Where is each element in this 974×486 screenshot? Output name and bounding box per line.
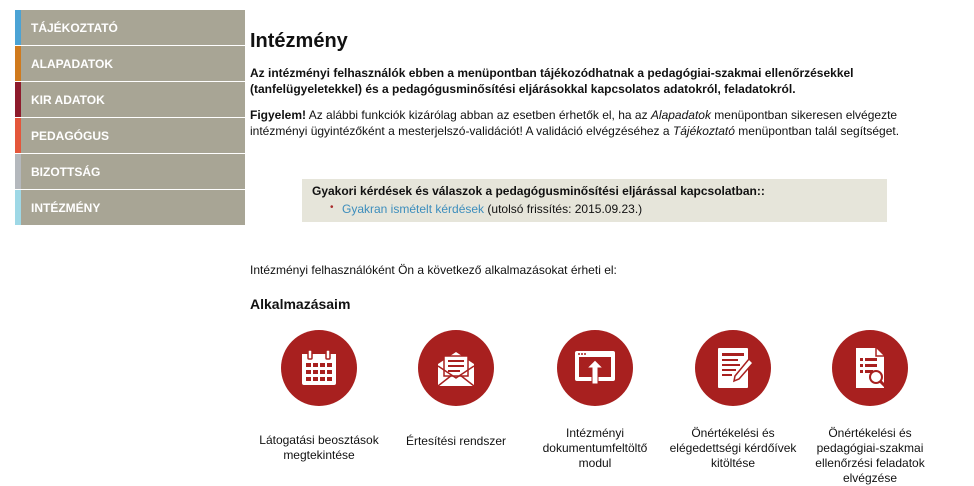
app-icon-circle	[832, 330, 908, 406]
sidebar-stripe	[15, 46, 21, 81]
sidebar-stripe	[15, 190, 21, 225]
sidebar-item-label: ALAPADATOK	[31, 56, 113, 71]
sidebar-item-kir-adatok[interactable]	[15, 82, 245, 117]
warning-italic: Tájékoztató	[672, 124, 735, 138]
sidebar-item-pedagogus[interactable]	[15, 118, 245, 153]
sidebar-item-intezmeny[interactable]	[15, 190, 245, 225]
main-content	[250, 30, 950, 139]
warning-part: Az alábbi funkciók kizárólag abban az esetben érhetők el, ha az	[306, 108, 651, 122]
sidebar-item-tajekoztato[interactable]	[15, 10, 245, 45]
faq-link[interactable]: Gyakran ismételt kérdések	[342, 202, 485, 216]
warning-part: menüpontban sikeresen elvégezte intézményi ügyintézőként a mesterjelszó-validációt! A validáció elvégzéséhez a	[250, 108, 898, 138]
app-dokumentumfeltolto[interactable]	[530, 330, 660, 486]
sidebar-nav	[15, 10, 245, 226]
bullet-icon: •	[330, 202, 334, 213]
app-icon-circle	[557, 330, 633, 406]
app-kerdoivek[interactable]	[668, 330, 798, 486]
form-edit-icon	[711, 345, 755, 391]
calendar-icon	[297, 346, 341, 390]
app-ertesitesi-rendszer[interactable]	[391, 330, 521, 476]
document-search-icon	[848, 345, 892, 391]
app-label: Értesítési rendszer	[405, 433, 507, 448]
sidebar-stripe	[15, 118, 21, 153]
sidebar-item-label: PEDAGÓGUS	[31, 128, 110, 143]
sidebar-item-label: TÁJÉKOZTATÓ	[31, 20, 118, 35]
sidebar-item-alapadatok[interactable]	[15, 46, 245, 81]
app-label: Önértékelési és elégedettségi kérdőívek kitöltése	[669, 425, 797, 470]
faq-title: Gyakori kérdések és válaszok a pedagógusminősítési eljárással kapcsolatban::	[312, 184, 765, 198]
intro-text: Az intézményi felhasználók ebben a menüpontban tájékozódhatnak a pedagógiai-szakmai ellenőrzésekkel (tanfelügyeletekkel) és a pedagógusminősítési eljárásokkal kapcsolatos adatokról, feladatokról.	[250, 66, 854, 96]
sidebar-stripe	[15, 82, 21, 117]
apps-title: Alkalmazásaim	[250, 296, 351, 312]
warning-text	[250, 107, 950, 139]
faq-item	[312, 202, 877, 216]
app-label: Önértékelési és pedagógiai-szakmai ellenőrzési feladatok elvégzése	[815, 426, 925, 485]
sidebar-item-label: INTÉZMÉNY	[31, 200, 101, 215]
envelope-icon	[432, 346, 480, 390]
app-latogatasi-beosztasok[interactable]	[254, 330, 384, 486]
upload-icon	[572, 346, 618, 390]
faq-box	[302, 179, 887, 222]
app-label: Látogatási beosztások megtekintése	[259, 433, 379, 462]
app-icon-circle	[695, 330, 771, 406]
sidebar-item-label: KIR ADATOK	[31, 92, 105, 107]
app-icon-circle	[281, 330, 357, 406]
app-icon-circle	[418, 330, 494, 406]
sidebar-stripe	[15, 154, 21, 189]
faq-update-date: (utolsó frissítés: 2015.09.23.)	[484, 202, 643, 216]
warning-label: Figyelem!	[250, 108, 307, 122]
sidebar-item-bizottsag[interactable]	[15, 154, 245, 189]
app-label: Intézményi dokumentumfeltöltő modul	[542, 425, 648, 470]
warning-part: menüpontban talál segítséget.	[734, 124, 900, 138]
page-title: Intézmény	[250, 30, 348, 52]
apps-intro-text: Intézményi felhasználóként Ön a következő alkalmazásokat érheti el:	[250, 263, 617, 277]
sidebar-item-label: BIZOTTSÁG	[31, 164, 101, 179]
warning-italic: Alapadatok	[650, 108, 711, 122]
sidebar-stripe	[15, 10, 21, 45]
app-onertekelesi-feladatok[interactable]	[805, 330, 935, 486]
